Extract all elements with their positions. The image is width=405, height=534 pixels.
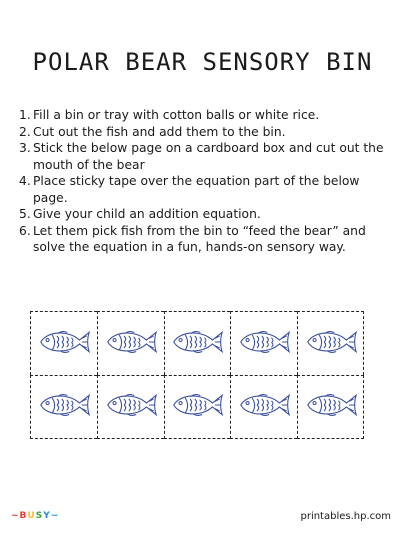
fish-cutout-cell — [97, 375, 164, 439]
step-text: Fill a bin or tray with cotton balls or white rice. — [33, 108, 320, 122]
logo-letter: U — [27, 511, 35, 521]
fish-cutout-cell — [164, 311, 231, 375]
fish-icon — [235, 326, 293, 362]
step-number: 6. — [19, 223, 31, 238]
logo-letter: S — [35, 511, 43, 521]
step-text: Give your child an addition equation. — [33, 207, 261, 221]
fish-cutout-cell — [164, 375, 231, 439]
step-text: Let them pick fish from the bin to “feed the bear” and solve the equation in a fun, hands-on sensory way. — [33, 223, 366, 254]
logo-letter: B — [19, 511, 27, 521]
instruction-step — [19, 107, 387, 124]
fish-icon — [168, 326, 226, 362]
fish-cutout-grid — [30, 311, 364, 439]
fish-cutout-cell — [297, 311, 364, 375]
step-text: Cut out the fish and add them to the bin. — [33, 124, 286, 139]
fish-icon — [35, 389, 93, 425]
instructions-list — [19, 107, 387, 256]
fish-icon — [302, 326, 360, 362]
busy-logo — [11, 511, 58, 521]
instruction-step — [19, 173, 387, 206]
step-number: 2. — [19, 124, 31, 139]
instruction-step — [19, 124, 387, 141]
step-text: Place sticky tape over the equation part of the below page. — [33, 174, 360, 205]
fish-icon — [102, 389, 160, 425]
logo-letter: Y — [43, 511, 50, 521]
fish-icon — [235, 389, 293, 425]
instruction-step — [19, 223, 387, 256]
logo-flourish: ~ — [11, 511, 19, 521]
instruction-step — [19, 206, 387, 223]
logo-flourish: ~ — [50, 511, 59, 521]
fish-cutout-cell — [97, 311, 164, 375]
fish-icon — [302, 389, 360, 425]
step-number: 5. — [19, 207, 31, 221]
step-text: Stick the below page on a cardboard box and cut out the mouth of the bear — [33, 141, 384, 172]
fish-cutout-cell — [230, 311, 297, 375]
site-url: printables.hp.com — [300, 511, 391, 522]
fish-cutout-cell — [297, 375, 364, 439]
step-number: 4. — [19, 174, 31, 188]
fish-icon — [35, 326, 93, 362]
fish-icon — [168, 389, 226, 425]
fish-cutout-cell — [30, 375, 97, 439]
instruction-step — [19, 140, 387, 173]
fish-icon — [102, 326, 160, 362]
step-number: 1. — [19, 108, 31, 122]
page-title: POLAR BEAR SENSORY BIN — [32, 48, 373, 76]
fish-cutout-cell — [30, 311, 97, 375]
fish-cutout-cell — [230, 375, 297, 439]
step-number: 3. — [19, 141, 31, 155]
